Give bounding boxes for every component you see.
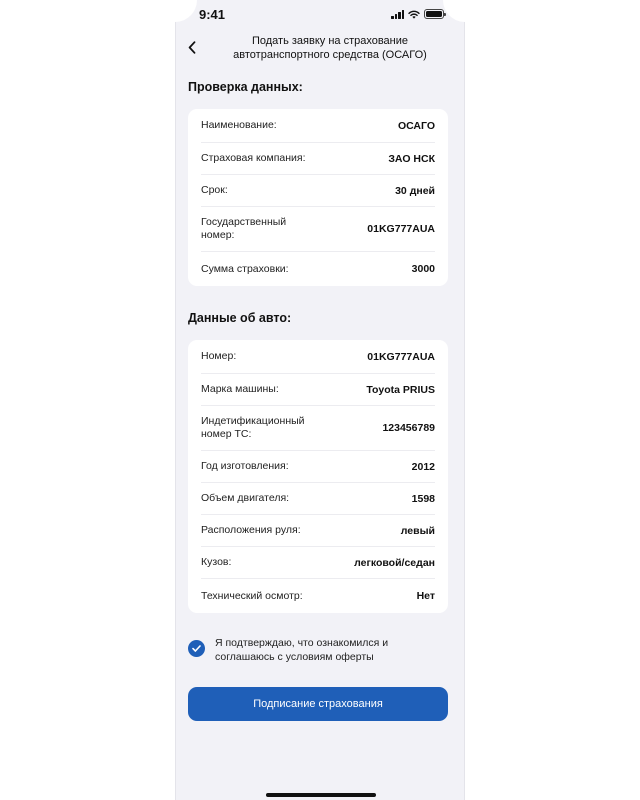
- section-title-car: Данные об авто:: [188, 311, 292, 325]
- row-label: Марка машины:: [201, 383, 279, 395]
- chevron-left-icon: [188, 41, 196, 54]
- row-label: Наименование:: [201, 119, 277, 131]
- row-value: легковой/седан: [354, 556, 435, 569]
- row-value: 123456789: [382, 422, 435, 434]
- row-value: 2012: [411, 460, 435, 473]
- table-row: [201, 579, 435, 613]
- sign-insurance-button[interactable]: Подписание страхования: [188, 687, 448, 721]
- row-value: 3000: [411, 263, 435, 275]
- row-label: Расположения руля:: [201, 524, 301, 536]
- table-row: [201, 406, 435, 451]
- table-row: [201, 483, 435, 515]
- row-value: 01KG777AUA: [367, 223, 435, 235]
- checkmark-icon: [192, 645, 201, 652]
- consent-checkbox[interactable]: [188, 640, 205, 657]
- row-label: Год изготовления:: [201, 460, 289, 472]
- table-row: [201, 451, 435, 483]
- table-row: [201, 340, 435, 374]
- row-value: ОСАГО: [397, 119, 435, 132]
- table-row: [201, 374, 435, 406]
- row-value: 30 дней: [395, 184, 435, 197]
- section-title-verification: Проверка данных:: [188, 80, 303, 94]
- status-time: 9:41: [199, 6, 226, 22]
- table-row: [201, 109, 435, 143]
- table-row: [201, 515, 435, 547]
- row-value: 01KG777AUA: [367, 350, 435, 363]
- row-value: Нет: [416, 590, 435, 602]
- car-card: [188, 340, 448, 613]
- table-row: [201, 547, 435, 579]
- table-row: [201, 143, 435, 175]
- back-button[interactable]: [185, 38, 199, 56]
- row-label: Страховая компания:: [201, 152, 306, 164]
- status-icons: [391, 9, 444, 19]
- row-value: левый: [400, 524, 435, 537]
- battery-icon: [424, 9, 444, 19]
- phone-screen: [175, 0, 465, 800]
- consent-text: Я подтверждаю, что ознакомился и соглашаюсь с условиям оферты: [215, 637, 389, 663]
- row-label: Индетификационный номер ТС:: [201, 415, 305, 440]
- row-label: Технический осмотр:: [201, 589, 303, 602]
- row-label: Номер:: [201, 350, 237, 362]
- row-label: Сумма страховки:: [201, 262, 289, 275]
- row-label: Государственный номер:: [201, 216, 287, 241]
- verification-card: [188, 109, 448, 286]
- table-row: [201, 207, 435, 252]
- row-value: ЗАО НСК: [388, 152, 435, 165]
- page-title: Подать заявку на страхование автотранспортного средства (ОСАГО): [233, 35, 427, 61]
- navigation-bar: [176, 32, 464, 64]
- status-bar: [176, 0, 464, 28]
- table-row: [201, 175, 435, 207]
- home-indicator: [266, 793, 376, 797]
- cellular-signal-icon: [391, 10, 404, 19]
- wifi-icon: [408, 10, 420, 19]
- row-label: Объем двигателя:: [201, 492, 290, 504]
- table-row: [201, 252, 435, 286]
- consent: [188, 636, 448, 664]
- row-value: Toyota PRIUS: [366, 383, 435, 396]
- row-value: 1598: [411, 492, 435, 505]
- row-label: Кузов:: [201, 556, 232, 568]
- row-label: Срок:: [201, 184, 228, 196]
